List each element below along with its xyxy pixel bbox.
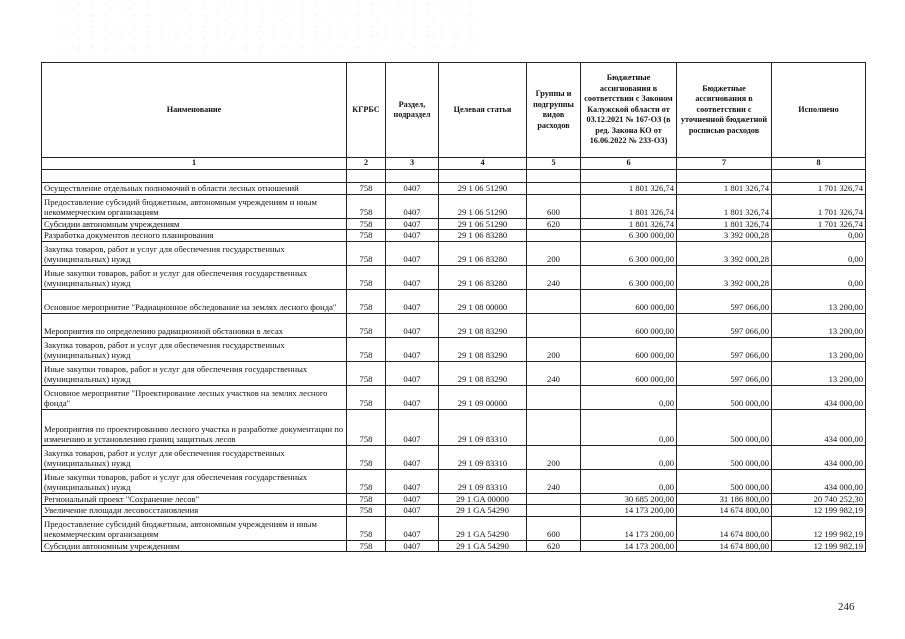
table-row <box>42 505 866 517</box>
table-cell-target: 29 1 09 83310 <box>439 445 527 469</box>
table-cell-assign-law: 0,00 <box>581 385 677 409</box>
table-body <box>42 169 866 552</box>
table-cell-name: Основное мероприятие "Проектирование лесных участков на землях лесного фонда" <box>42 385 347 409</box>
table-cell-kgrbs: 758 <box>347 493 386 505</box>
table-cell-section: 0407 <box>386 540 439 552</box>
table-cell-section: 0407 <box>386 194 439 218</box>
table-cell-assign-refined: 500 000,00 <box>677 385 772 409</box>
table-cell-assign-law: 1 801 326,74 <box>581 218 677 230</box>
table-cell-kgrbs: 758 <box>347 337 386 361</box>
table-cell-executed: 0,00 <box>772 241 866 265</box>
table-cell-assign-refined: 500 000,00 <box>677 469 772 493</box>
table-cell-assign-law: 6 300 000,00 <box>581 265 677 289</box>
table-cell-name: Основное мероприятие "Радиационное обследование на землях лесного фонда" <box>42 289 347 313</box>
table-cell-executed: 434 000,00 <box>772 469 866 493</box>
column-number: 7 <box>677 158 772 170</box>
table-row <box>42 241 866 265</box>
table-cell-assign-law: 6 300 000,00 <box>581 241 677 265</box>
table-cell-executed: 13 200,00 <box>772 361 866 385</box>
table-cell-group <box>527 182 581 194</box>
table-row <box>42 469 866 493</box>
column-number: 1 <box>42 158 347 170</box>
table-cell-assign-refined: 14 674 800,00 <box>677 505 772 517</box>
table-cell-name: Закупка товаров, работ и услуг для обеспечения государственных (муниципальных) нужд <box>42 241 347 265</box>
header-assign-law: Бюджетные ассигнования в соответствии с Законом Калужской области от 03.12.2021 № 167-ОЗ (в ред. Закона КО от 16.06.2022 № 233-ОЗ) <box>581 63 677 158</box>
table-cell-assign-law: 6 300 000,00 <box>581 230 677 242</box>
table-cell-assign-refined: 3 392 000,28 <box>677 230 772 242</box>
table-cell-name: Предоставление субсидий бюджетным, автономным учреждениям и иным некоммерческим организациям <box>42 194 347 218</box>
table-cell-executed: 0,00 <box>772 265 866 289</box>
table-cell-name: Предоставление субсидий бюджетным, автономным учреждениям и иным некоммерческим организациям <box>42 516 347 540</box>
scan-noise <box>60 0 480 55</box>
table-cell-group: 620 <box>527 218 581 230</box>
budget-table <box>41 62 866 552</box>
column-number: 4 <box>439 158 527 170</box>
table-cell-assign-refined: 597 066,00 <box>677 337 772 361</box>
table-cell-assign-law: 0,00 <box>581 409 677 445</box>
table-cell-section: 0407 <box>386 337 439 361</box>
table-cell-target: 29 1 08 83290 <box>439 337 527 361</box>
table-cell-assign-refined: 500 000,00 <box>677 445 772 469</box>
table-row <box>42 194 866 218</box>
table-cell-name: Региональный проект "Сохранение лесов" <box>42 493 347 505</box>
table-cell-target: 29 1 06 51290 <box>439 182 527 194</box>
table-cell-executed: 20 740 252,30 <box>772 493 866 505</box>
table-cell-kgrbs: 758 <box>347 182 386 194</box>
table-cell-target: 29 1 08 83290 <box>439 361 527 385</box>
table-cell-assign-law: 600 000,00 <box>581 337 677 361</box>
table-cell-kgrbs: 758 <box>347 505 386 517</box>
table-cell-group <box>527 385 581 409</box>
table-row <box>42 230 866 242</box>
table-cell-executed: 1 701 326,74 <box>772 218 866 230</box>
table-cell-executed: 12 199 982,19 <box>772 505 866 517</box>
table-cell-assign-law: 600 000,00 <box>581 361 677 385</box>
table-cell-group <box>527 493 581 505</box>
table-cell-target: 29 1 GA 54290 <box>439 540 527 552</box>
table-cell-assign-refined: 1 801 326,74 <box>677 182 772 194</box>
table-cell-section: 0407 <box>386 182 439 194</box>
table-cell-target: 29 1 09 83310 <box>439 409 527 445</box>
table-cell-kgrbs: 758 <box>347 218 386 230</box>
table-cell-executed: 12 199 982,19 <box>772 516 866 540</box>
table-cell-assign-refined: 1 801 326,74 <box>677 218 772 230</box>
header-name: Наименование <box>42 63 347 158</box>
header-executed: Исполнено <box>772 63 866 158</box>
table-cell-kgrbs: 758 <box>347 516 386 540</box>
table-cell-target: 29 1 06 83280 <box>439 230 527 242</box>
table-cell-executed: 1 701 326,74 <box>772 194 866 218</box>
table-cell-section: 0407 <box>386 265 439 289</box>
table-cell-group: 620 <box>527 540 581 552</box>
table-cell-name: Закупка товаров, работ и услуг для обеспечения государственных (муниципальных) нужд <box>42 337 347 361</box>
table-cell-group <box>527 505 581 517</box>
table-cell-name: Осуществление отдельных полномочий в области лесных отношений <box>42 182 347 194</box>
column-number: 2 <box>347 158 386 170</box>
table-cell-executed: 13 200,00 <box>772 337 866 361</box>
table-cell-executed: 13 200,00 <box>772 289 866 313</box>
table-cell-assign-law: 1 801 326,74 <box>581 194 677 218</box>
table-cell-target: 29 1 GA 54290 <box>439 516 527 540</box>
table-row <box>42 182 866 194</box>
table-cell-kgrbs: 758 <box>347 313 386 337</box>
table-cell-section: 0407 <box>386 230 439 242</box>
table-cell-kgrbs: 758 <box>347 361 386 385</box>
table-cell-assign-law: 14 173 200,00 <box>581 505 677 517</box>
table-row <box>42 337 866 361</box>
table-cell-name: Иные закупки товаров, работ и услуг для обеспечения государственных (муниципальных) нужд <box>42 265 347 289</box>
table-row <box>42 409 866 445</box>
table-cell-section: 0407 <box>386 241 439 265</box>
table-row <box>42 361 866 385</box>
table-cell-name: Разработка документов лесного планирования <box>42 230 347 242</box>
table-cell-kgrbs: 758 <box>347 469 386 493</box>
table-cell-group: 240 <box>527 469 581 493</box>
column-number-row <box>42 158 866 170</box>
table-cell-group <box>527 289 581 313</box>
table-cell-assign-law: 600 000,00 <box>581 313 677 337</box>
table-cell-section: 0407 <box>386 469 439 493</box>
table-cell-section: 0407 <box>386 218 439 230</box>
table-cell-name: Субсидии автономным учреждениям <box>42 540 347 552</box>
table-cell-assign-law: 0,00 <box>581 469 677 493</box>
table-cell-executed: 0,00 <box>772 230 866 242</box>
table-cell-section: 0407 <box>386 505 439 517</box>
table-cell-name: Субсидии автономным учреждениям <box>42 218 347 230</box>
table-cell-section: 0407 <box>386 289 439 313</box>
table-cell-target: 29 1 06 83280 <box>439 265 527 289</box>
table-cell-assign-law: 14 173 200,00 <box>581 516 677 540</box>
table-cell-assign-refined: 500 000,00 <box>677 409 772 445</box>
table-cell-target: 29 1 06 51290 <box>439 218 527 230</box>
table-cell-name: Мероприятия по проектированию лесного участка и разработке документации по изменению и установлению границ защитных лесов <box>42 409 347 445</box>
table-row <box>42 385 866 409</box>
column-number: 5 <box>527 158 581 170</box>
table-cell-kgrbs: 758 <box>347 445 386 469</box>
table-cell-kgrbs: 758 <box>347 289 386 313</box>
header-target: Целевая статья <box>439 63 527 158</box>
table-cell-group: 600 <box>527 516 581 540</box>
table-cell-target: 29 1 06 83280 <box>439 241 527 265</box>
table-cell-target: 29 1 09 00000 <box>439 385 527 409</box>
table-cell-group <box>527 230 581 242</box>
header-group: Группы и подгруппы видов расходов <box>527 63 581 158</box>
table-cell-kgrbs: 758 <box>347 409 386 445</box>
table-row <box>42 218 866 230</box>
table-cell-executed: 1 701 326,74 <box>772 182 866 194</box>
header-section: Раздел, подраздел <box>386 63 439 158</box>
table-cell-assign-law: 30 685 200,00 <box>581 493 677 505</box>
table-cell-assign-law: 600 000,00 <box>581 289 677 313</box>
table-cell-section: 0407 <box>386 445 439 469</box>
table-row <box>42 540 866 552</box>
table-cell-assign-law: 1 801 326,74 <box>581 182 677 194</box>
table-cell-group <box>527 409 581 445</box>
table-cell-assign-refined: 31 186 800,00 <box>677 493 772 505</box>
table-cell-assign-refined: 14 674 800,00 <box>677 540 772 552</box>
table-cell-name: Увеличение площади лесовосстановления <box>42 505 347 517</box>
table-cell-assign-refined: 3 392 000,28 <box>677 241 772 265</box>
table-cell-kgrbs: 758 <box>347 230 386 242</box>
header-kgrbs: КГРБС <box>347 63 386 158</box>
table-cell-target: 29 1 09 83310 <box>439 469 527 493</box>
table-cell-executed: 434 000,00 <box>772 445 866 469</box>
table-cell-target: 29 1 GA 54290 <box>439 505 527 517</box>
table-cell-kgrbs: 758 <box>347 194 386 218</box>
page-number: 246 <box>838 601 855 613</box>
table-cell-group: 200 <box>527 337 581 361</box>
table-cell-target: 29 1 08 00000 <box>439 289 527 313</box>
table-row <box>42 313 866 337</box>
column-number: 3 <box>386 158 439 170</box>
table-cell-assign-refined: 14 674 800,00 <box>677 516 772 540</box>
table-row <box>42 445 866 469</box>
table-cell-kgrbs: 758 <box>347 241 386 265</box>
table-cell-group: 200 <box>527 445 581 469</box>
table-cell-assign-refined: 597 066,00 <box>677 313 772 337</box>
table-cell-name: Иные закупки товаров, работ и услуг для обеспечения государственных (муниципальных) нужд <box>42 469 347 493</box>
table-cell-name: Закупка товаров, работ и услуг для обеспечения государственных (муниципальных) нужд <box>42 445 347 469</box>
table-cell-executed: 12 199 982,19 <box>772 540 866 552</box>
table-cell-group <box>527 313 581 337</box>
table-cell-group: 240 <box>527 265 581 289</box>
table-cell-target: 29 1 06 51290 <box>439 194 527 218</box>
table-cell-assign-law: 14 173 200,00 <box>581 540 677 552</box>
table-cell-kgrbs: 758 <box>347 540 386 552</box>
table-cell-section: 0407 <box>386 361 439 385</box>
table-cell-section: 0407 <box>386 313 439 337</box>
table-cell-assign-refined: 597 066,00 <box>677 361 772 385</box>
table-cell-assign-refined: 1 801 326,74 <box>677 194 772 218</box>
table-row <box>42 289 866 313</box>
table-cell-kgrbs: 758 <box>347 385 386 409</box>
table-cell-target: 29 1 08 83290 <box>439 313 527 337</box>
spacer-row <box>42 169 866 182</box>
table-cell-kgrbs: 758 <box>347 265 386 289</box>
table-cell-section: 0407 <box>386 493 439 505</box>
table-cell-group: 240 <box>527 361 581 385</box>
table-cell-name: Мероприятия по определению радиационной обстановки в лесах <box>42 313 347 337</box>
header-assign-refined: Бюджетные ассигнования в соответствии с уточненной бюджетной росписью расходов <box>677 63 772 158</box>
table-cell-group: 200 <box>527 241 581 265</box>
table-cell-target: 29 1 GA 00000 <box>439 493 527 505</box>
table-cell-section: 0407 <box>386 516 439 540</box>
table-cell-assign-law: 0,00 <box>581 445 677 469</box>
table-cell-assign-refined: 597 066,00 <box>677 289 772 313</box>
table-cell-assign-refined: 3 392 000,28 <box>677 265 772 289</box>
table-row <box>42 493 866 505</box>
table-row <box>42 265 866 289</box>
table-cell-name: Иные закупки товаров, работ и услуг для обеспечения государственных (муниципальных) нужд <box>42 361 347 385</box>
table-cell-group: 600 <box>527 194 581 218</box>
header-row <box>42 63 866 158</box>
table-cell-executed: 434 000,00 <box>772 409 866 445</box>
column-number: 8 <box>772 158 866 170</box>
table-cell-executed: 13 200,00 <box>772 313 866 337</box>
table-cell-section: 0407 <box>386 385 439 409</box>
table-cell-executed: 434 000,00 <box>772 385 866 409</box>
table-row <box>42 516 866 540</box>
column-number: 6 <box>581 158 677 170</box>
table-cell-section: 0407 <box>386 409 439 445</box>
